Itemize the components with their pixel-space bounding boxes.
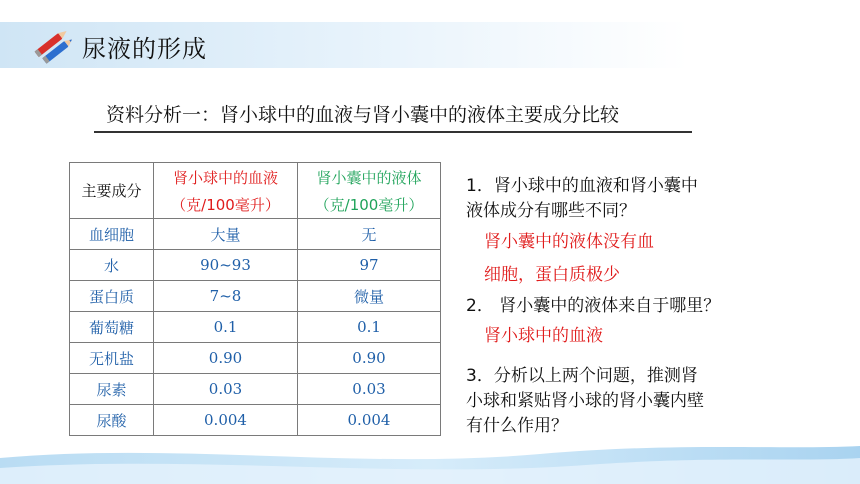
- capsule-value: 微量: [298, 281, 441, 312]
- table-row: [70, 343, 441, 374]
- table-row: [70, 281, 441, 312]
- header-capsule-unit: （克/100毫升）: [314, 195, 424, 214]
- header-capsule-fluid: [298, 163, 441, 219]
- row-label: 无机盐: [70, 343, 154, 374]
- header-glomerulus-blood: [154, 163, 298, 219]
- header-capsule-title: 肾小囊中的液体: [316, 168, 422, 187]
- blood-value: 7~8: [154, 281, 298, 312]
- capsule-value: 97: [298, 250, 441, 281]
- question-3-line1: 3．分析以上两个问题，推测肾: [466, 366, 698, 386]
- answer-1-line1: 肾小囊中的液体没有血: [484, 232, 654, 252]
- capsule-value: 0.004: [298, 405, 441, 436]
- footer-wave-decoration: [0, 440, 860, 484]
- question-2: 2． 肾小囊中的液体来自于哪里？: [466, 296, 721, 316]
- table-row: [70, 219, 441, 250]
- capsule-value: 0.90: [298, 343, 441, 374]
- blood-value: 90~93: [154, 250, 298, 281]
- blood-value: 0.1: [154, 312, 298, 343]
- question-3-line3: 有什么作用？: [466, 416, 568, 436]
- table-header-row: [70, 163, 441, 219]
- question-1-line1: 1．肾小球中的血液和肾小囊中: [466, 176, 698, 196]
- row-label: 水: [70, 250, 154, 281]
- row-label: 葡萄糖: [70, 312, 154, 343]
- table-row: [70, 374, 441, 405]
- row-label: 尿素: [70, 374, 154, 405]
- blood-value: 0.004: [154, 405, 298, 436]
- answer-2: 肾小球中的血液: [484, 326, 603, 346]
- row-label: 蛋白质: [70, 281, 154, 312]
- question-3: [466, 364, 704, 439]
- question-1: [466, 174, 698, 224]
- header-glomerulus-unit: （克/100毫升）: [171, 195, 280, 214]
- composition-table: [69, 162, 441, 436]
- question-3-line2: 小球和紧贴肾小球的肾小囊内壁: [466, 391, 704, 411]
- capsule-value: 0.1: [298, 312, 441, 343]
- table-row: [70, 405, 441, 436]
- header-glomerulus-title: 肾小球中的血液: [172, 168, 278, 187]
- table-row: [70, 312, 441, 343]
- row-label: 血细胞: [70, 219, 154, 250]
- answer-1-line2: 细胞，蛋白质极少: [484, 265, 620, 285]
- answer-1: [484, 226, 654, 292]
- table-row: [70, 250, 441, 281]
- blood-value: 大量: [154, 219, 298, 250]
- pencil-crayon-icon: [32, 24, 78, 70]
- row-label: 尿酸: [70, 405, 154, 436]
- section-subtitle: 资料分析一：肾小球中的血液与肾小囊中的液体主要成分比较: [106, 104, 620, 126]
- blood-value: 0.90: [154, 343, 298, 374]
- subtitle-underline: [94, 131, 692, 133]
- question-1-line2: 液体成分有哪些不同？: [466, 201, 636, 221]
- header-component: 主要成分: [70, 163, 154, 219]
- capsule-value: 无: [298, 219, 441, 250]
- slide-title: 尿液的形成: [82, 35, 207, 63]
- capsule-value: 0.03: [298, 374, 441, 405]
- blood-value: 0.03: [154, 374, 298, 405]
